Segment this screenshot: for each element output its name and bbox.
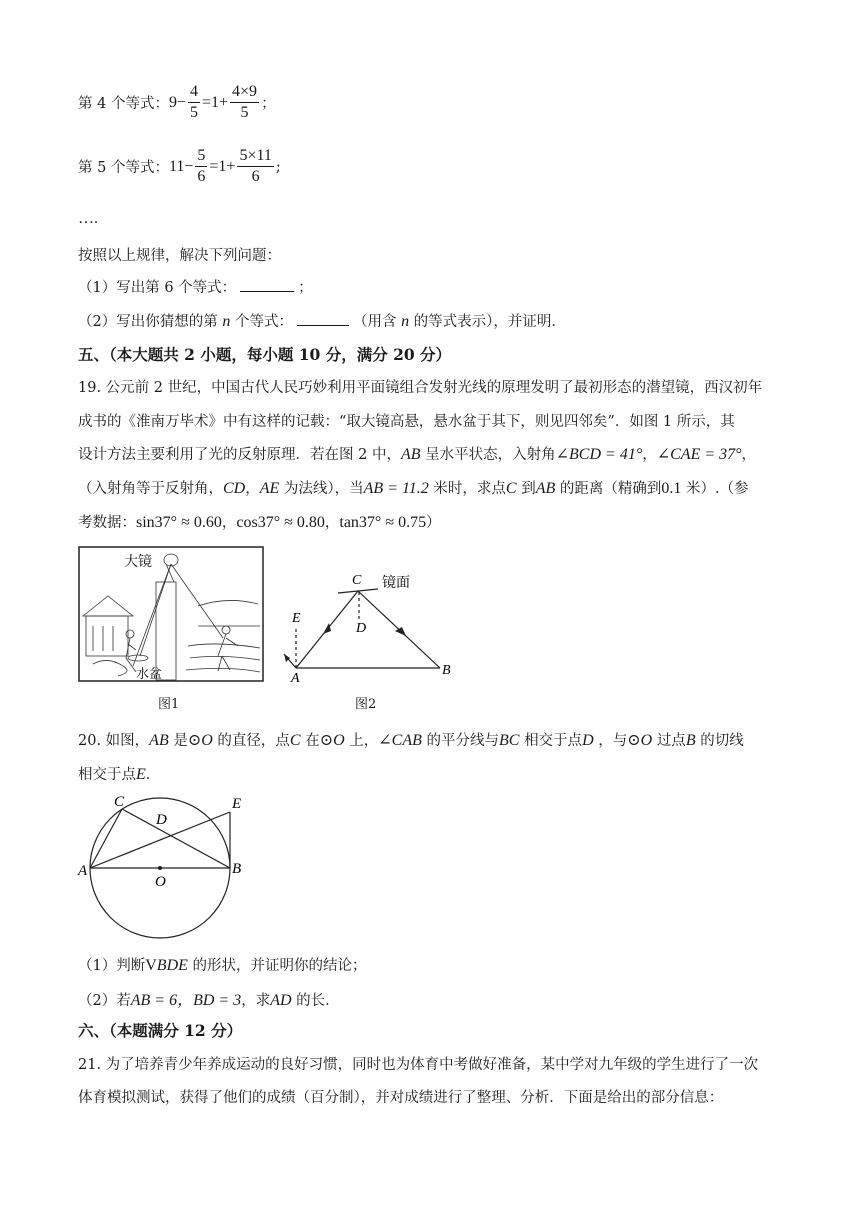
equation-4-equals: =1+ [201, 93, 229, 111]
figure-2-label-c: C [352, 573, 362, 588]
text: ， [324, 515, 340, 531]
circle-o-3: ⊙O [627, 732, 653, 749]
text: ， [642, 447, 657, 463]
figure-3-label-c: C [114, 794, 125, 810]
text: （1）判断 [78, 958, 146, 974]
figure-1-illustration [78, 546, 264, 682]
question-2-mid: 个等式： [234, 314, 293, 330]
segment-ab-2: AB [535, 480, 556, 497]
text: ） [426, 515, 441, 531]
text: 的平分线与 [426, 733, 499, 749]
figure-2-caption: 图2 [355, 697, 377, 712]
equation-5-minus: − [184, 157, 194, 175]
given-conditions: AB = 6，BD = 3 [130, 992, 242, 1009]
text: 是 [173, 733, 188, 749]
answer-blank-1[interactable] [240, 279, 294, 292]
text: 相交于点 [78, 767, 136, 783]
point-c: C [505, 480, 517, 497]
text: ，求 [241, 993, 271, 1009]
text: ． [145, 767, 161, 783]
figure-2-label-e: E [292, 611, 301, 626]
figure-2-label-b: B [442, 663, 451, 678]
equation-5-label: 第 5 个等式： [78, 160, 169, 176]
text: 过点 [656, 733, 686, 749]
point-e: E [136, 766, 146, 783]
triangle-symbol: V [145, 957, 157, 974]
problem-19-line-4 [78, 477, 749, 498]
problem-19-line-1: 19. 公元前 2 世纪，中国古代人民巧妙利用平面镜组合发射光线的原理发明了最初形态的潜望镜，西汉初年 [78, 380, 763, 396]
text: 呈水平状态，入射角 [425, 447, 556, 463]
question-1-text: （1）写出第 6 个等式： [78, 280, 237, 296]
text: 米）.（参 [685, 481, 749, 497]
segment-ae: AE [259, 480, 280, 497]
figure-1-caption: 图1 [158, 697, 180, 712]
instruction: 按照以上规律，解决下列问题： [78, 248, 281, 264]
segment-ab: AB [149, 732, 169, 749]
equation-5-fraction-2: $\frac{5\times 11}{6}$ [239, 147, 272, 185]
figure-2-label-a: A [291, 671, 300, 686]
problem-20-line-1 [78, 729, 744, 750]
point-d: D [582, 732, 594, 749]
figure-3-circle-diagram [76, 792, 256, 940]
text: 考数据： [78, 515, 136, 531]
equation-5-a: 11 [168, 157, 185, 175]
equation-5-equals: =1+ [209, 157, 236, 175]
text: ， [245, 481, 260, 497]
text: 的距离（精确到 [559, 481, 662, 497]
variable-n-2: n [401, 313, 410, 330]
tan-ref: tan37° ≈ 0.75 [339, 514, 427, 531]
text: 到 [521, 481, 536, 497]
length-ab: AB = 11.2 [363, 480, 429, 497]
equation-4-label: 第 4 个等式： [78, 96, 169, 112]
text: 为法线），当 [283, 481, 364, 497]
angle-cab: ∠CAB [378, 732, 422, 749]
text: （2）若 [78, 993, 131, 1009]
problem-20-question-2 [78, 987, 340, 1010]
problem-20-line-2 [78, 763, 160, 784]
figure-2-diagram [280, 568, 460, 686]
text: 的切线 [700, 733, 744, 749]
text: 相交于点 [524, 733, 583, 749]
precision: 0.1 [661, 480, 682, 497]
equation-5-end: ; [275, 158, 281, 175]
section-5-heading: 五、（本大题共 2 小题，每小题 10 分，满分 20 分） [78, 345, 452, 364]
text: （入射角等于反射角， [78, 481, 223, 497]
angle-cae: ∠CAE = 37° [656, 446, 742, 463]
segment-ab: AB [400, 446, 421, 463]
cos-ref: cos37° ≈ 0.80 [236, 514, 325, 531]
ellipsis: …. [78, 210, 98, 227]
text: 的形状，并证明你的结论； [192, 958, 367, 974]
figure-3-label-o: O [155, 874, 166, 890]
angle-bcd: ∠BCD = 41° [555, 446, 643, 463]
problem-21-line-2: 体育模拟测试，获得了他们的成绩（百分制），并对成绩进行了整理、分析．下面是给出的部分信息： [78, 1090, 724, 1106]
question-2-pre: （2）写出你猜想的第 [78, 314, 218, 330]
circle-o-2: ⊙O [319, 732, 345, 749]
question-1-end: ； [298, 280, 313, 296]
figure-1-basin-label: 水盆 [136, 666, 163, 681]
variable-n: n [222, 313, 231, 330]
text: 的长． [296, 993, 340, 1009]
question-2-post: （用含 [352, 314, 397, 330]
segment-cd: CD [223, 480, 246, 497]
text: 设计方法主要利用了光的反射原理．若在图 2 中， [78, 447, 401, 463]
text: 20. 如图， [78, 733, 150, 749]
point-b: B [685, 732, 696, 749]
point-c: C [289, 732, 301, 749]
equation-4 [78, 82, 276, 123]
figure-1-mirror-label: 大镜 [124, 555, 152, 570]
equation-4-end: ； [261, 96, 276, 112]
text: ，与 [598, 733, 628, 749]
answer-blank-2[interactable] [297, 313, 349, 326]
figure-3-label-d: D [156, 812, 167, 828]
question-2 [78, 310, 566, 331]
figure-3-label-a: A [78, 863, 88, 879]
equation-4-a: 9 [168, 93, 177, 111]
problem-20-question-1 [78, 954, 367, 975]
segment-ad: AD [270, 992, 292, 1009]
circle-o: ⊙O [187, 732, 213, 749]
question-1 [78, 276, 313, 297]
problem-21-line-1: 21. 为了培养青少年养成运动的良好习惯，同时也为体育中考做好准备，某中学对九年级的学生进行了一次 [78, 1057, 759, 1073]
text: 在 [305, 733, 320, 749]
problem-19-line-2: 成书的《淮南万毕术》中有这样的记载：“取大镜高悬，悬水盆于其下，则见四邻矣”．如图 1 所示，其 [78, 414, 735, 430]
triangle-bde: BDE [156, 957, 188, 974]
equation-4-minus: − [176, 93, 186, 111]
question-2-post2: 的等式表示），并证明． [413, 314, 566, 330]
section-6-heading: 六、（本题满分 12 分） [78, 1021, 243, 1040]
text: ， [741, 447, 757, 463]
segment-bc: BC [499, 732, 520, 749]
sin-ref: sin37° ≈ 0.60 [136, 514, 222, 531]
problem-19-line-5 [78, 511, 441, 532]
equation-5-fraction-1: $\frac{5}{6}$ [197, 147, 206, 185]
figure-2-mirror-label: 镜面 [382, 576, 410, 591]
figure-2-label-d: D [356, 621, 367, 636]
text: 米时，求点 [433, 481, 506, 497]
equation-5 [78, 146, 281, 187]
text: ， [221, 515, 237, 531]
equation-4-fraction-1: $\frac{4}{5}$ [189, 83, 198, 121]
text: 的直径，点 [217, 733, 290, 749]
equation-4-fraction-2: $\frac{4\times 9}{5}$ [232, 83, 258, 121]
text: 上， [349, 733, 379, 749]
problem-19-line-3 [78, 443, 756, 464]
figure-3-label-e: E [232, 796, 242, 812]
figure-3-label-b: B [232, 861, 242, 877]
